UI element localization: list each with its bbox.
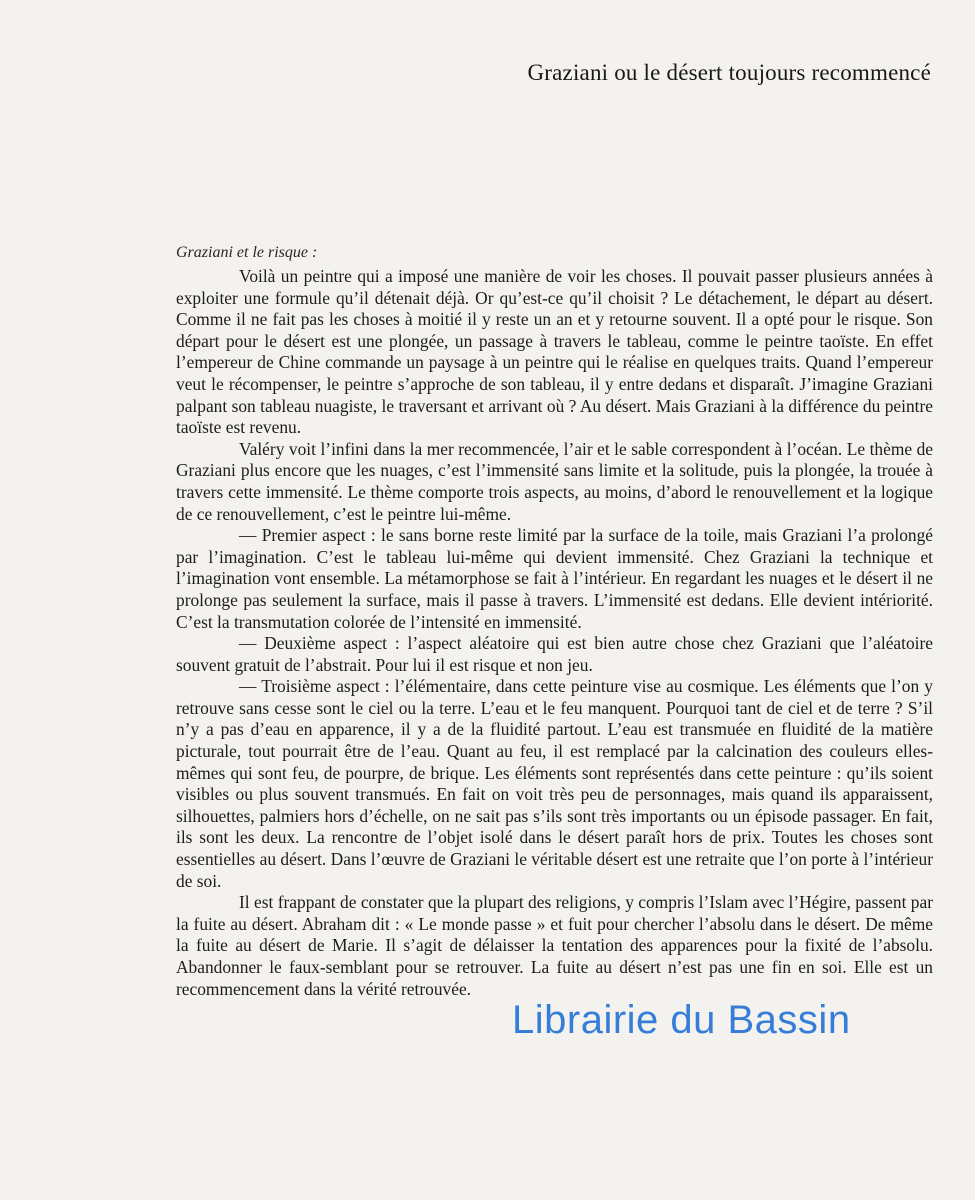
paragraph-6: Il est frappant de constater que la plupart des religions, y compris l’Islam avec l’Hégire, passent par la fuite au désert. Abraham dit : « Le monde passe » et fuit pour chercher l’absolu dans le désert. De même la fuite au désert de Marie. Il s’agit de délaisser la tentation des apparences pour la fixité de l’absolu. Abandonner le faux-semblant pour se retrouver. La fuite au désert n’est pas une fin en soi. Elle est un recommencement dans la vérité retrouvée. xyxy=(176,892,933,999)
paragraph-5: — Troisième aspect : l’élémentaire, dans cette peinture vise au cosmique. Les éléments que l’on y retrouve sans cesse sont le ciel ou la terre. L’eau et le feu manquent. Pourquoi tant de ciel et de terre ? S’il n’y a pas d’eau en apparence, il y a de la fluidité partout. L’eau est transmuée en fluidité de la matière picturale, tout pourrait être de l’eau. Quant au feu, il est remplacé par la calcination des couleurs elles-mêmes qui sont feu, de pourpre, de brique. Les éléments sont représentés dans cette peinture : qu’ils soient visibles ou plus souvent transmués. En fait on voit très peu de personnages, mais quand ils apparaissent, silhouettes, palmiers hors d’échelle, on ne sait pas s’ils sont très importants ou un épisode passager. En fait, ils sont les deux. La rencontre de l’objet isolé dans le désert paraît hors de prix. Toutes les choses sont essentielles au désert. Dans l’œuvre de Graziani le véritable désert est une retraite que l’on porte à l’intérieur de soi. xyxy=(176,676,933,891)
running-title: Graziani ou le désert toujours recommencé xyxy=(527,60,931,85)
body-text xyxy=(176,266,933,1000)
paragraph-3: — Premier aspect : le sans borne reste limité par la surface de la toile, mais Graziani l’a prolongé par l’imagination. C’est le tableau lui-même qui devient immensité. Chez Graziani la technique et l’imagination vont ensemble. La métamorphose se fait à l’intérieur. En regardant les nuages et le désert il ne prolonge pas seulement la surface, mais il passe à travers. L’immensité est dedans. Elle devient intériorité. C’est la transmutation colorée de l’intensité en immensité. xyxy=(176,525,933,632)
paragraph-4: — Deuxième aspect : l’aspect aléatoire qui est bien autre chose chez Graziani que l’aléatoire souvent gratuit de l’abstrait. Pour lui il est risque et non jeu. xyxy=(176,633,933,675)
paragraph-2: Valéry voit l’infini dans la mer recommencée, l’air et le sable correspondent à l’océan. Le thème de Graziani plus encore que les nuages, c’est l’immensité sans limite et la solitude, puis la plongée, la trouée à travers cette immensité. Le thème comporte trois aspects, au moins, d’abord le renouvellement et la logique de ce renouvellement, c’est le peintre lui-même. xyxy=(176,438,933,524)
section-heading: Graziani et le risque : xyxy=(176,244,318,261)
paragraph-1: Voilà un peintre qui a imposé une manière de voir les choses. Il pouvait passer plusieurs années à exploiter une formule qu’il détenait déjà. Or qu’est-ce qu’il choisit ? Le détachement, le départ au désert. Comme il ne fait pas les choses à moitié il y reste un an et y retourne souvent. Il a opté pour le risque. Son départ pour le désert est une plongée, un passage à travers le tableau, comme le peintre taoïste. En effet l’empereur de Chine commande un paysage à un peintre qui le réalise en quelques traits. Quand l’empereur veut le récompenser, le peintre s’approche de son tableau, il y entre dedans et disparaît. J’imagine Graziani palpant son tableau nuagiste, le traversant et arrivant où ? Au désert. Mais Graziani à la différence du peintre taoïste est revenu. xyxy=(176,266,933,438)
watermark: Librairie du Bassin xyxy=(512,998,851,1042)
